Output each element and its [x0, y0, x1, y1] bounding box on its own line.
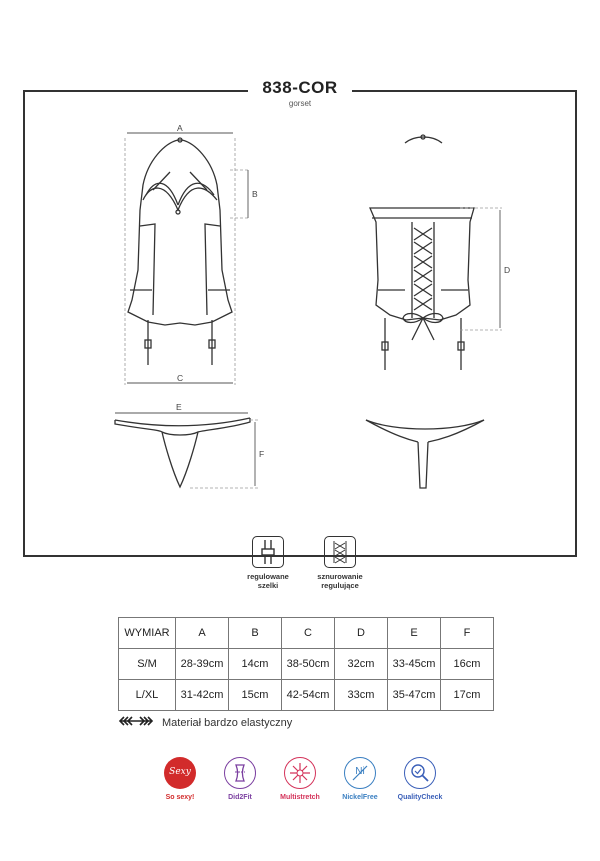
table-cell: 31-42cm [176, 680, 229, 711]
table-cell: 14cm [229, 649, 282, 680]
badge-multistretch [270, 757, 330, 803]
badge-nickel-free [330, 757, 390, 803]
table-header-cell: E [388, 618, 441, 649]
body-fit-icon [224, 757, 256, 789]
corset-back-drawing [370, 135, 474, 370]
table-cell: 33-45cm [388, 649, 441, 680]
thong-front-drawing [115, 418, 250, 487]
badge-label: NickelFree [342, 794, 378, 801]
table-cell: S/M [119, 649, 176, 680]
size-table [118, 617, 494, 711]
dim-label-d: D [504, 265, 511, 275]
badge-label: Multistretch [280, 794, 320, 801]
table-cell: 33cm [335, 680, 388, 711]
dim-label-f: F [259, 449, 265, 459]
badge-label: So sexy! [165, 794, 195, 801]
table-cell: 17cm [441, 680, 494, 711]
dim-label-c: C [177, 373, 184, 383]
badge-did2fit [210, 757, 270, 803]
table-cell: 35-47cm [388, 680, 441, 711]
adjustable-straps-icon [252, 536, 284, 568]
table-header-cell: A [176, 618, 229, 649]
nickel-free-icon: Ni [344, 757, 376, 789]
feature-label: sznurowanie regulujące [317, 572, 363, 590]
badge-label: QualityCheck [397, 794, 443, 801]
table-cell: 38-50cm [282, 649, 335, 680]
sexy-icon: Sexy [164, 757, 196, 789]
material-note-text: Materiał bardzo elastyczny [162, 716, 293, 729]
table-cell: 15cm [229, 680, 282, 711]
lacing-icon [324, 536, 356, 568]
table-header-row [119, 618, 494, 649]
table-cell: L/XL [119, 680, 176, 711]
feature-lacing [304, 536, 376, 590]
table-row [119, 680, 494, 711]
multistretch-icon [284, 757, 316, 789]
feature-adjustable-straps [236, 536, 300, 590]
material-note [118, 716, 292, 729]
table-row [119, 649, 494, 680]
corset-front-drawing [128, 138, 232, 365]
table-cell: 16cm [441, 649, 494, 680]
badge-label: Did2Fit [228, 794, 252, 801]
table-header-cell: F [441, 618, 494, 649]
table-header-cell: C [282, 618, 335, 649]
badge-so-sexy [150, 757, 210, 803]
dim-label-a: A [177, 123, 183, 133]
thong-back-drawing [366, 420, 484, 488]
product-code: 838-COR [262, 78, 338, 97]
table-header-cell: D [335, 618, 388, 649]
dim-label-b: B [252, 189, 258, 199]
quality-check-icon [404, 757, 436, 789]
product-type: gorset [288, 99, 312, 108]
feature-label: regulowane szelki [247, 572, 289, 590]
stretch-arrows-icon [118, 716, 154, 729]
table-cell: 42-54cm [282, 680, 335, 711]
table-cell: 32cm [335, 649, 388, 680]
table-header-cell: WYMIAR [119, 618, 176, 649]
dim-label-e: E [176, 402, 182, 412]
table-cell: 28-39cm [176, 649, 229, 680]
badge-quality-check [390, 757, 450, 803]
table-header-cell: B [229, 618, 282, 649]
